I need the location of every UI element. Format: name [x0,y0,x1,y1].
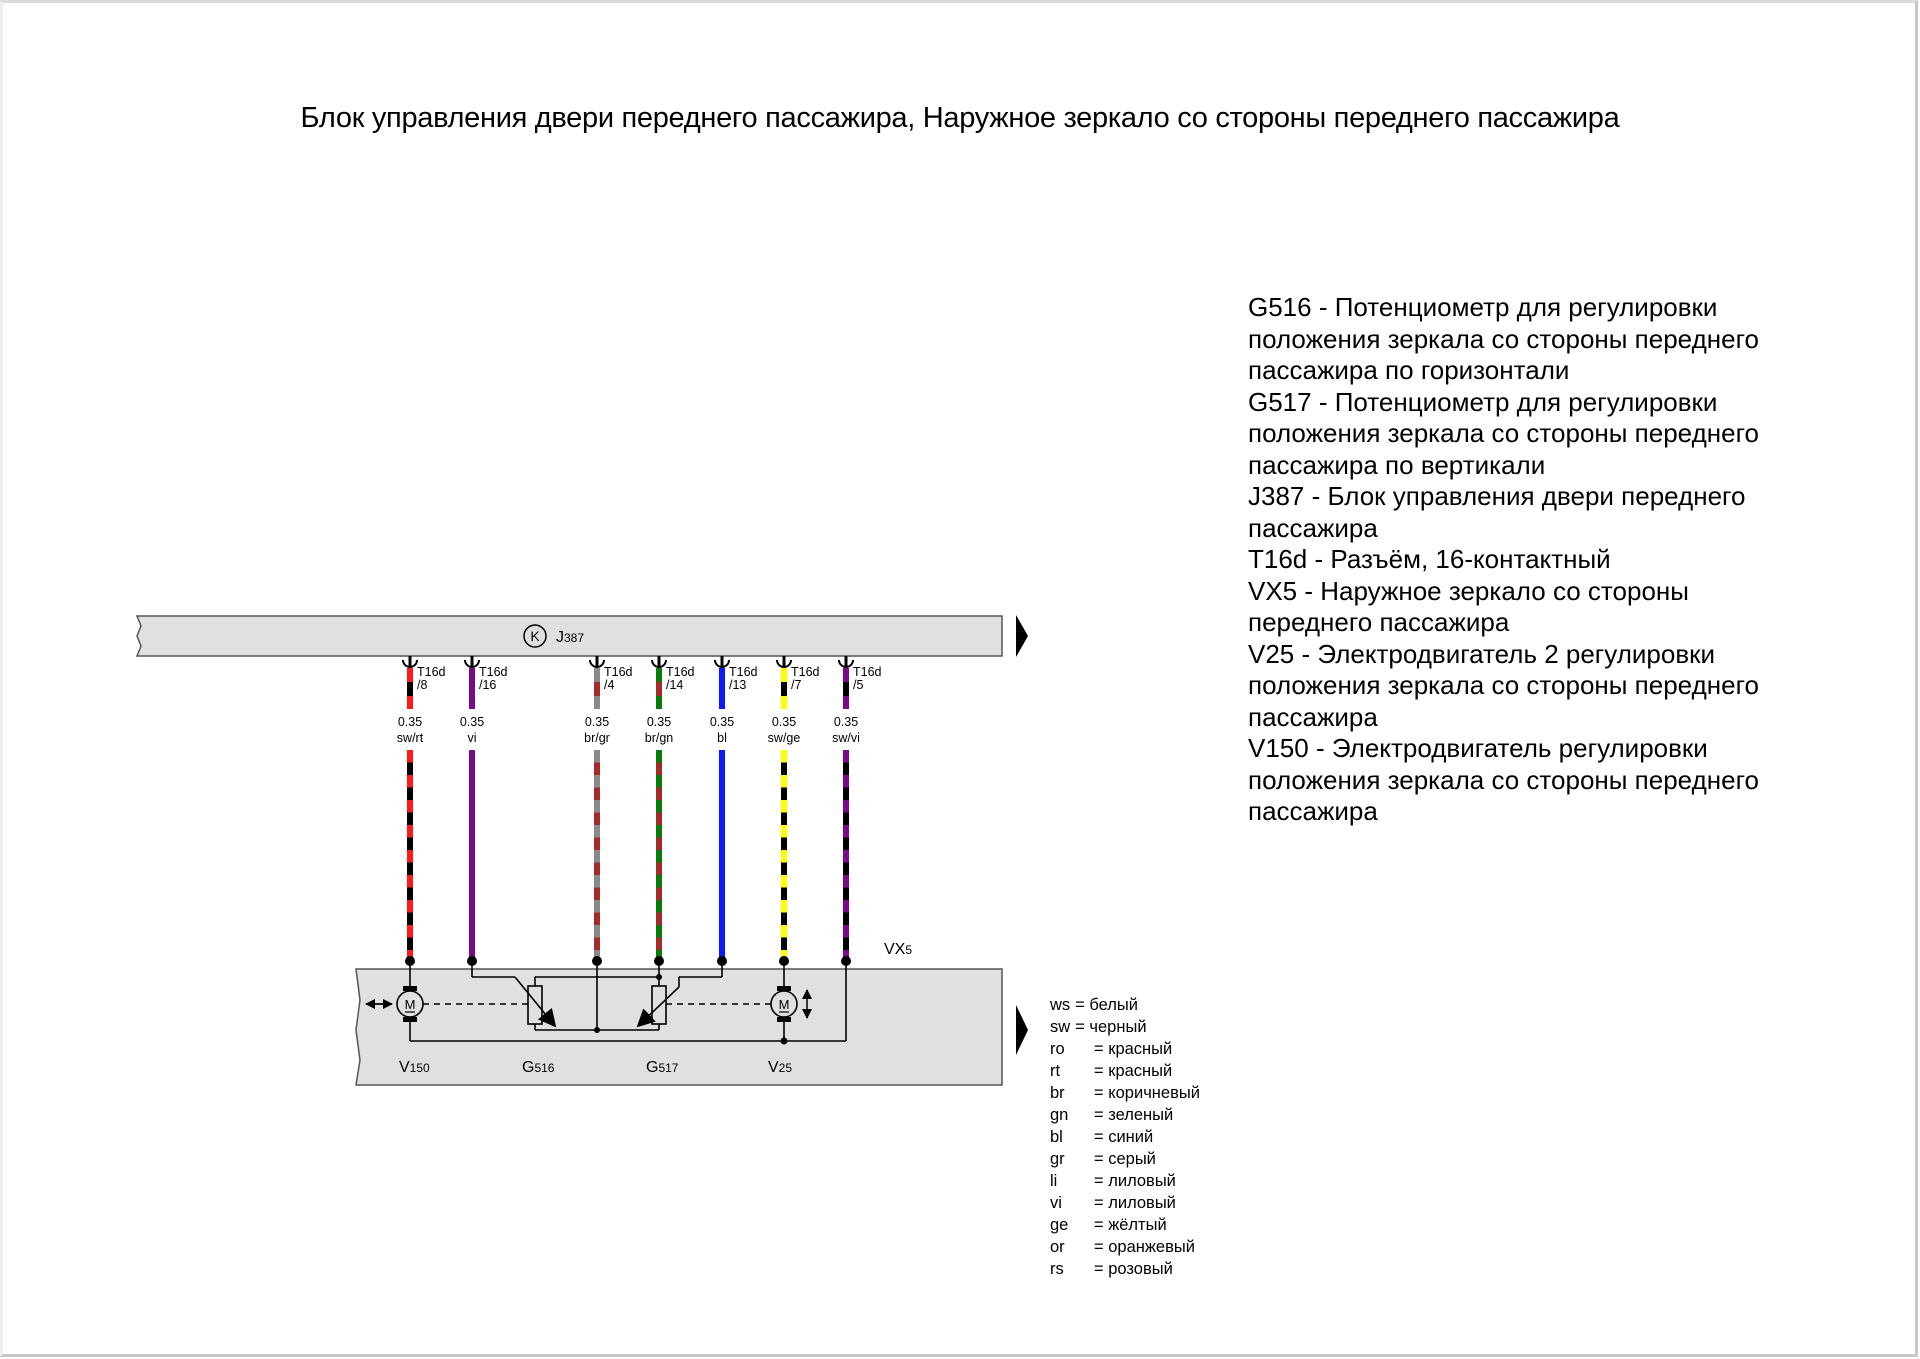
connector-name: T16d [479,665,508,679]
junction-dot [781,1038,788,1045]
wire-segment [469,850,475,863]
wire-segment [843,788,849,801]
wire-3 [584,656,632,966]
wire-segment [594,696,600,709]
wire-segment [781,788,787,801]
wire-segment [719,682,725,696]
wire-segment [656,838,662,851]
connector-name: T16d [604,665,633,679]
connector-name: T16d [791,665,820,679]
wire-segment [469,863,475,876]
connector-pin-number: /14 [666,678,684,692]
wire-segment [469,696,475,709]
wire-segment [469,775,475,788]
wire-segment [407,838,413,851]
wire-segment [656,850,662,863]
wire-color-code: sw/rt [396,731,424,745]
wire-gauge: 0.35 [771,715,797,729]
connector-name: T16d [853,665,882,679]
connector-pin-number: /16 [479,678,497,692]
mirror-unit-label: VX5 [884,941,913,958]
control-unit-label: J387 [556,629,585,646]
wire-segment [469,682,475,696]
wire-segment [843,925,849,938]
wire-segment [719,913,725,926]
wire-6 [768,656,820,966]
wire-segment [469,838,475,851]
wire-segment [719,763,725,776]
connector-pin-number: /8 [417,678,428,692]
wire-segment [656,813,662,826]
legend-entry-vx5: VX5 - Наружное зеркало со стороны переднего пассажира [1248,575,1689,637]
wire-segment [656,938,662,951]
legend-entry-t16d: T16d - Разъём, 16-контактный [1248,544,1611,574]
wire-segment [781,696,787,709]
wire-gauge: 0.35 [833,715,859,729]
wire-segment [719,925,725,938]
continuation-arrow-icon [1016,1005,1028,1055]
wire-segment [719,888,725,901]
wire-gauge: 0.35 [709,715,735,729]
wire-segment [719,788,725,801]
wire-segment [781,750,787,763]
connector-name: T16d [417,665,446,679]
wire-segment [719,863,725,876]
wire-segment [407,938,413,951]
wire-segment [843,850,849,863]
component-legend [1248,292,1808,828]
wire-segment [719,696,725,709]
color-code-row: br = коричневый [1050,1084,1200,1102]
wire-segment [843,750,849,763]
wire-color-code: br/gn [644,731,674,745]
wire-segment [594,775,600,788]
wire-segment [469,763,475,776]
wire-segment [594,788,600,801]
component-label-v25: V25 [768,1059,793,1076]
wire-segment [719,668,725,682]
wire-segment [781,800,787,813]
wire-segment [719,813,725,826]
legend-entry-v25: V25 - Электродвигатель 2 регулировки положения зеркала со стороны переднего пассажира [1248,638,1759,732]
wire-segment [656,696,662,709]
wire-segment [594,838,600,851]
wire-segment [843,888,849,901]
wire-color-code: bl [717,731,727,745]
wire-segment [594,925,600,938]
wire-segment [407,813,413,826]
wire-segment [407,875,413,888]
color-code-row: gr = серый [1050,1150,1156,1168]
wire-segment [656,875,662,888]
wire-segment [469,925,475,938]
connector-pin-number: /13 [729,678,747,692]
wire-segment [469,800,475,813]
color-code-row: bl = синий [1050,1128,1154,1146]
wire-segment [594,682,600,696]
wire-segment [843,775,849,788]
wire-segment [594,913,600,926]
mirror-unit-vx5 [356,941,1028,1085]
wire-segment [656,682,662,696]
color-code-row: or = оранжевый [1050,1238,1195,1256]
wire-segment [469,938,475,951]
wire-segment [656,888,662,901]
wire-segment [781,913,787,926]
wire-segment [656,668,662,682]
wire-segment [594,825,600,838]
wire-segment [719,800,725,813]
legend-entry-v150: V150 - Электродвигатель регулировки положения зеркала со стороны переднего пассажира [1248,733,1759,826]
wire-segment [469,875,475,888]
wire-4 [645,656,695,966]
wire-segment [469,813,475,826]
wire-segment [407,900,413,913]
wire-segment [469,913,475,926]
wire-segment [469,668,475,682]
wire-segment [594,813,600,826]
wire-segment [781,682,787,696]
wire-segment [594,800,600,813]
wire-segment [781,863,787,876]
wire-segment [469,750,475,763]
wire-segment [843,696,849,709]
ground-k-letter: K [530,628,540,644]
wire-color-code: br/gr [584,731,610,745]
connector-pin-number: /7 [791,678,802,692]
wire-segment [594,888,600,901]
wire-1 [397,656,446,966]
wire-segment [781,900,787,913]
wire-segment [656,863,662,876]
potentiometer-icon [528,986,542,1024]
wire-segment [656,925,662,938]
wire-segment [407,825,413,838]
color-code-row: li = лиловый [1050,1172,1176,1190]
color-code-key [1050,994,1200,1280]
wire-segment [719,900,725,913]
motor-symbol-letter: M [778,997,790,1012]
wire-segment [719,938,725,951]
wire-segment [407,696,413,709]
wire-segment [781,668,787,682]
wire-segment [781,825,787,838]
wire-segment [656,800,662,813]
wire-segment [656,825,662,838]
wire-segment [656,900,662,913]
wire-segment [719,875,725,888]
wires-layer [397,656,882,966]
color-code-row: ws = белый [1050,996,1138,1014]
wire-segment [407,913,413,926]
wire-segment [656,913,662,926]
wire-gauge: 0.35 [646,715,672,729]
wire-segment [594,668,600,682]
wire-color-code: sw/ge [767,731,801,745]
wire-segment [843,763,849,776]
connector-pin-number: /4 [604,678,615,692]
wire-segment [781,838,787,851]
color-code-row: ro = красный [1050,1040,1173,1058]
color-code-row: rs = розовый [1050,1260,1173,1278]
connector-pin-number: /5 [853,678,864,692]
wire-segment [719,750,725,763]
wire-segment [407,788,413,801]
wire-color-code: sw/vi [832,731,860,745]
wire-segment [843,900,849,913]
wire-segment [781,938,787,951]
legend-entry-g516: G516 - Потенциометр для регулировки положения зеркала со стороны переднего пассажира по горизонтали [1248,292,1759,385]
wire-segment [781,875,787,888]
wire-segment [843,938,849,951]
wire-segment [407,888,413,901]
wire-segment [843,863,849,876]
connector-name: T16d [729,665,758,679]
wire-segment [719,775,725,788]
legend-entry-g517: G517 - Потенциометр для регулировки положения зеркала со стороны переднего пассажира по вертикали [1248,386,1759,480]
potentiometer-g516 [528,986,542,1024]
wire-color-code: vi [467,731,477,745]
wire-segment [843,813,849,826]
wire-segment [594,875,600,888]
component-label-g517: G517 [646,1059,679,1076]
connector-name: T16d [666,665,695,679]
wire-segment [407,800,413,813]
wire-segment [594,938,600,951]
wire-segment [407,763,413,776]
wire-segment [469,825,475,838]
legend-entry-j387: J387 - Блок управления двери переднего пассажира [1248,481,1746,543]
motor-symbol-letter: M [404,997,416,1012]
wire-7 [832,656,881,966]
wire-segment [719,850,725,863]
junction-dot [656,974,662,980]
wire-segment [781,775,787,788]
wire-segment [843,875,849,888]
wire-segment [469,788,475,801]
wire-segment [781,813,787,826]
wire-segment [843,668,849,682]
wire-segment [843,825,849,838]
wire-gauge: 0.35 [584,715,610,729]
wire-segment [407,925,413,938]
wire-segment [594,750,600,763]
wire-segment [469,900,475,913]
wire-segment [843,682,849,696]
wire-segment [719,825,725,838]
page-title: Блок управления двери переднего пассажира, Наружное зеркало со стороны переднего пассажира [300,102,1620,134]
wire-segment [407,750,413,763]
wire-segment [781,925,787,938]
wire-segment [407,775,413,788]
wire-segment [407,668,413,682]
wire-segment [594,863,600,876]
wire-segment [594,763,600,776]
continuation-arrow-icon [1016,615,1028,657]
component-label-g516: G516 [522,1059,555,1076]
color-code-row: sw = черный [1050,1018,1147,1036]
junction-dot [594,1027,600,1033]
wire-segment [781,763,787,776]
wire-segment [407,850,413,863]
wire-segment [594,900,600,913]
wire-segment [594,850,600,863]
wire-segment [656,788,662,801]
wire-segment [843,838,849,851]
wire-segment [843,913,849,926]
wire-segment [719,838,725,851]
color-code-row: rt = красный [1050,1062,1173,1080]
wire-2 [460,656,508,966]
wire-segment [656,750,662,763]
wire-5 [710,656,758,966]
wire-segment [407,682,413,696]
wire-segment [469,888,475,901]
wire-segment [656,763,662,776]
wire-segment [843,800,849,813]
component-label-v150: V150 [399,1059,430,1076]
wire-gauge: 0.35 [459,715,485,729]
wire-segment [781,888,787,901]
wire-gauge: 0.35 [397,715,423,729]
control-unit-j387 [137,615,1028,657]
wire-segment [781,850,787,863]
wire-segment [407,863,413,876]
wire-segment [656,775,662,788]
color-code-row: vi = лиловый [1050,1194,1176,1212]
color-code-row: ge = жёлтый [1050,1216,1167,1234]
color-code-row: gn = зеленый [1050,1106,1174,1124]
